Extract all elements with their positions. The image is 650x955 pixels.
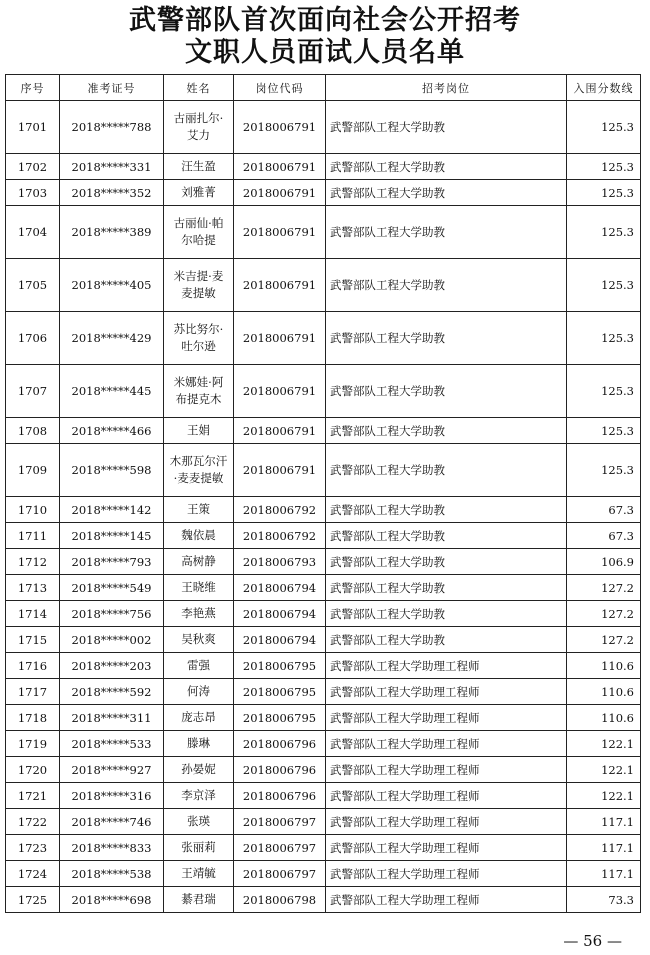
cell-score: 110.6 xyxy=(567,679,641,705)
cell-seq: 1722 xyxy=(6,809,60,835)
cell-ticket: 2018*****445 xyxy=(60,365,164,418)
cell-post: 武警部队工程大学助教 xyxy=(326,523,567,549)
table-row xyxy=(6,653,641,679)
cell-ticket: 2018*****549 xyxy=(60,575,164,601)
cell-name: 古丽扎尔·艾力 xyxy=(164,101,234,154)
cell-ticket: 2018*****352 xyxy=(60,180,164,206)
cell-name: 吴秋爽 xyxy=(164,627,234,653)
cell-code: 2018006791 xyxy=(234,418,326,444)
cell-seq: 1715 xyxy=(6,627,60,653)
cell-ticket: 2018*****788 xyxy=(60,101,164,154)
cell-name: 张瑛 xyxy=(164,809,234,835)
cell-post: 武警部队工程大学助教 xyxy=(326,418,567,444)
cell-name: 刘雅菁 xyxy=(164,180,234,206)
cell-name: 张丽莉 xyxy=(164,835,234,861)
cell-score: 125.3 xyxy=(567,418,641,444)
table-row xyxy=(6,861,641,887)
cell-code: 2018006791 xyxy=(234,444,326,497)
cell-code: 2018006791 xyxy=(234,259,326,312)
cell-ticket: 2018*****316 xyxy=(60,783,164,809)
cell-score: 125.3 xyxy=(567,206,641,259)
cell-post: 武警部队工程大学助教 xyxy=(326,312,567,365)
cell-ticket: 2018*****405 xyxy=(60,259,164,312)
cell-code: 2018006794 xyxy=(234,601,326,627)
cell-score: 106.9 xyxy=(567,549,641,575)
cell-ticket: 2018*****538 xyxy=(60,861,164,887)
cell-name: 滕琳 xyxy=(164,731,234,757)
cell-code: 2018006791 xyxy=(234,312,326,365)
candidate-table xyxy=(5,74,641,913)
cell-post: 武警部队工程大学助理工程师 xyxy=(326,731,567,757)
cell-seq: 1719 xyxy=(6,731,60,757)
table-row xyxy=(6,154,641,180)
header-score: 入围分数线 xyxy=(567,75,641,101)
cell-post: 武警部队工程大学助教 xyxy=(326,101,567,154)
document-title-line1: 武警部队首次面向社会公开招考 xyxy=(129,5,521,36)
cell-code: 2018006791 xyxy=(234,206,326,259)
table-row xyxy=(6,312,641,365)
cell-score: 127.2 xyxy=(567,627,641,653)
cell-post: 武警部队工程大学助理工程师 xyxy=(326,783,567,809)
table-row xyxy=(6,705,641,731)
table-row xyxy=(6,206,641,259)
table-row xyxy=(6,575,641,601)
cell-ticket: 2018*****533 xyxy=(60,731,164,757)
cell-post: 武警部队工程大学助教 xyxy=(326,549,567,575)
cell-seq: 1704 xyxy=(6,206,60,259)
cell-post: 武警部队工程大学助理工程师 xyxy=(326,705,567,731)
cell-name: 何涛 xyxy=(164,679,234,705)
cell-post: 武警部队工程大学助教 xyxy=(326,627,567,653)
cell-code: 2018006792 xyxy=(234,497,326,523)
table-row xyxy=(6,497,641,523)
cell-code: 2018006796 xyxy=(234,757,326,783)
table-body xyxy=(6,101,641,913)
table-row xyxy=(6,887,641,913)
cell-ticket: 2018*****331 xyxy=(60,154,164,180)
table-row xyxy=(6,101,641,154)
cell-score: 67.3 xyxy=(567,523,641,549)
cell-score: 122.1 xyxy=(567,757,641,783)
cell-ticket: 2018*****389 xyxy=(60,206,164,259)
cell-post: 武警部队工程大学助理工程师 xyxy=(326,653,567,679)
cell-ticket: 2018*****598 xyxy=(60,444,164,497)
table-row xyxy=(6,601,641,627)
document-title-line2: 文职人员面试人员名单 xyxy=(185,37,465,68)
cell-name: 古丽仙·帕尔哈提 xyxy=(164,206,234,259)
cell-post: 武警部队工程大学助理工程师 xyxy=(326,679,567,705)
cell-score: 67.3 xyxy=(567,497,641,523)
cell-seq: 1721 xyxy=(6,783,60,809)
cell-name: 魏依晨 xyxy=(164,523,234,549)
cell-score: 73.3 xyxy=(567,887,641,913)
cell-ticket: 2018*****793 xyxy=(60,549,164,575)
cell-name: 雷强 xyxy=(164,653,234,679)
cell-ticket: 2018*****833 xyxy=(60,835,164,861)
cell-name: 綦君瑞 xyxy=(164,887,234,913)
table-row xyxy=(6,783,641,809)
cell-ticket: 2018*****429 xyxy=(60,312,164,365)
cell-name: 米娜娃·阿布提克木 xyxy=(164,365,234,418)
header-name: 姓名 xyxy=(164,75,234,101)
cell-score: 125.3 xyxy=(567,444,641,497)
cell-seq: 1701 xyxy=(6,101,60,154)
cell-seq: 1702 xyxy=(6,154,60,180)
cell-ticket: 2018*****927 xyxy=(60,757,164,783)
cell-score: 122.1 xyxy=(567,731,641,757)
table-row xyxy=(6,757,641,783)
cell-seq: 1710 xyxy=(6,497,60,523)
header-code: 岗位代码 xyxy=(234,75,326,101)
cell-score: 117.1 xyxy=(567,861,641,887)
table-row xyxy=(6,627,641,653)
cell-code: 2018006797 xyxy=(234,861,326,887)
cell-score: 125.3 xyxy=(567,312,641,365)
cell-seq: 1714 xyxy=(6,601,60,627)
cell-seq: 1708 xyxy=(6,418,60,444)
cell-post: 武警部队工程大学助教 xyxy=(326,601,567,627)
cell-ticket: 2018*****756 xyxy=(60,601,164,627)
table-row xyxy=(6,418,641,444)
cell-code: 2018006793 xyxy=(234,549,326,575)
cell-code: 2018006795 xyxy=(234,679,326,705)
cell-score: 125.3 xyxy=(567,259,641,312)
cell-ticket: 2018*****142 xyxy=(60,497,164,523)
header-seq: 序号 xyxy=(6,75,60,101)
cell-code: 2018006798 xyxy=(234,887,326,913)
cell-name: 李艳燕 xyxy=(164,601,234,627)
cell-name: 苏比努尔·吐尔逊 xyxy=(164,312,234,365)
cell-code: 2018006792 xyxy=(234,523,326,549)
cell-score: 117.1 xyxy=(567,835,641,861)
cell-seq: 1705 xyxy=(6,259,60,312)
cell-post: 武警部队工程大学助理工程师 xyxy=(326,835,567,861)
table-header-row xyxy=(6,75,641,101)
cell-score: 125.3 xyxy=(567,101,641,154)
table-row xyxy=(6,731,641,757)
cell-code: 2018006797 xyxy=(234,809,326,835)
cell-seq: 1711 xyxy=(6,523,60,549)
cell-post: 武警部队工程大学助理工程师 xyxy=(326,887,567,913)
cell-code: 2018006795 xyxy=(234,653,326,679)
cell-seq: 1724 xyxy=(6,861,60,887)
cell-code: 2018006791 xyxy=(234,101,326,154)
cell-score: 125.3 xyxy=(567,180,641,206)
table-row xyxy=(6,549,641,575)
cell-post: 武警部队工程大学助教 xyxy=(326,206,567,259)
cell-score: 127.2 xyxy=(567,575,641,601)
cell-score: 117.1 xyxy=(567,809,641,835)
cell-seq: 1718 xyxy=(6,705,60,731)
cell-name: 汪生盈 xyxy=(164,154,234,180)
cell-code: 2018006797 xyxy=(234,835,326,861)
header-post: 招考岗位 xyxy=(326,75,567,101)
cell-ticket: 2018*****203 xyxy=(60,653,164,679)
cell-post: 武警部队工程大学助教 xyxy=(326,154,567,180)
cell-code: 2018006794 xyxy=(234,575,326,601)
cell-seq: 1709 xyxy=(6,444,60,497)
cell-score: 127.2 xyxy=(567,601,641,627)
cell-seq: 1723 xyxy=(6,835,60,861)
cell-seq: 1716 xyxy=(6,653,60,679)
cell-code: 2018006795 xyxy=(234,705,326,731)
cell-score: 110.6 xyxy=(567,705,641,731)
cell-code: 2018006794 xyxy=(234,627,326,653)
cell-ticket: 2018*****311 xyxy=(60,705,164,731)
table-row xyxy=(6,259,641,312)
cell-name: 木那瓦尔汗·麦麦提敏 xyxy=(164,444,234,497)
cell-name: 王晓维 xyxy=(164,575,234,601)
cell-code: 2018006791 xyxy=(234,180,326,206)
table-row xyxy=(6,180,641,206)
cell-seq: 1707 xyxy=(6,365,60,418)
cell-code: 2018006791 xyxy=(234,365,326,418)
cell-seq: 1706 xyxy=(6,312,60,365)
cell-code: 2018006791 xyxy=(234,154,326,180)
cell-code: 2018006796 xyxy=(234,783,326,809)
cell-score: 110.6 xyxy=(567,653,641,679)
cell-code: 2018006796 xyxy=(234,731,326,757)
cell-seq: 1713 xyxy=(6,575,60,601)
cell-name: 米吉提·麦麦提敏 xyxy=(164,259,234,312)
cell-post: 武警部队工程大学助理工程师 xyxy=(326,809,567,835)
cell-ticket: 2018*****466 xyxy=(60,418,164,444)
cell-score: 125.3 xyxy=(567,154,641,180)
table-row xyxy=(6,809,641,835)
cell-ticket: 2018*****698 xyxy=(60,887,164,913)
page-number: — 56 — xyxy=(563,932,622,950)
cell-score: 125.3 xyxy=(567,365,641,418)
cell-ticket: 2018*****145 xyxy=(60,523,164,549)
cell-post: 武警部队工程大学助教 xyxy=(326,444,567,497)
cell-post: 武警部队工程大学助理工程师 xyxy=(326,861,567,887)
cell-seq: 1703 xyxy=(6,180,60,206)
cell-name: 孙晏妮 xyxy=(164,757,234,783)
cell-seq: 1720 xyxy=(6,757,60,783)
cell-name: 王靖毓 xyxy=(164,861,234,887)
cell-name: 庞志昂 xyxy=(164,705,234,731)
cell-name: 高树静 xyxy=(164,549,234,575)
cell-name: 王策 xyxy=(164,497,234,523)
cell-score: 122.1 xyxy=(567,783,641,809)
cell-ticket: 2018*****592 xyxy=(60,679,164,705)
table-row xyxy=(6,523,641,549)
table-row xyxy=(6,365,641,418)
cell-post: 武警部队工程大学助教 xyxy=(326,575,567,601)
table-row xyxy=(6,835,641,861)
cell-name: 李京泽 xyxy=(164,783,234,809)
cell-ticket: 2018*****002 xyxy=(60,627,164,653)
table-row xyxy=(6,444,641,497)
cell-post: 武警部队工程大学助教 xyxy=(326,180,567,206)
cell-name: 王娟 xyxy=(164,418,234,444)
cell-ticket: 2018*****746 xyxy=(60,809,164,835)
table-row xyxy=(6,679,641,705)
cell-post: 武警部队工程大学助理工程师 xyxy=(326,757,567,783)
cell-seq: 1717 xyxy=(6,679,60,705)
cell-post: 武警部队工程大学助教 xyxy=(326,259,567,312)
cell-seq: 1712 xyxy=(6,549,60,575)
header-ticket: 准考证号 xyxy=(60,75,164,101)
cell-seq: 1725 xyxy=(6,887,60,913)
cell-post: 武警部队工程大学助教 xyxy=(326,497,567,523)
cell-post: 武警部队工程大学助教 xyxy=(326,365,567,418)
